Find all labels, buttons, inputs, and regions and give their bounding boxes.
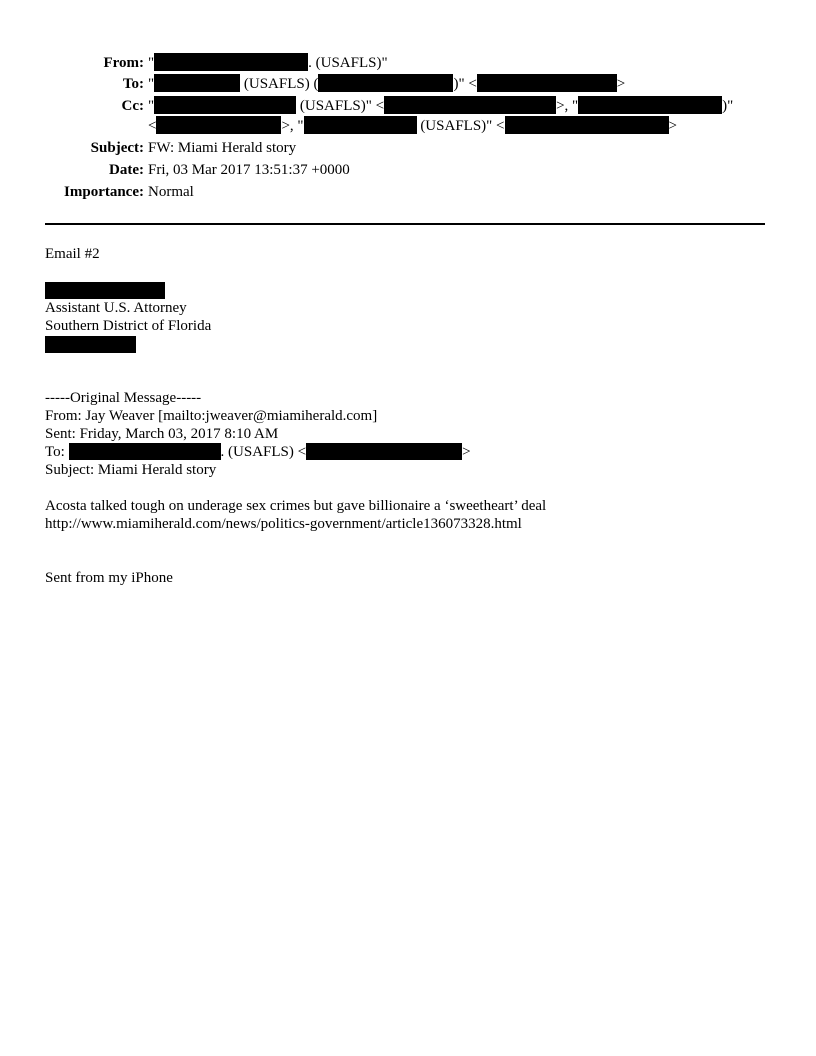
redaction — [505, 116, 669, 134]
quote-mark: " — [148, 55, 155, 71]
redaction — [45, 336, 136, 353]
from-row — [0, 53, 816, 73]
importance-row — [0, 182, 816, 202]
quote-mark: " — [148, 76, 155, 92]
redaction — [154, 74, 240, 92]
redaction — [578, 96, 722, 114]
redaction — [477, 74, 617, 92]
cc-row-2 — [0, 116, 816, 136]
redaction — [69, 443, 221, 460]
redaction — [304, 116, 417, 134]
cc-label: Cc: — [121, 98, 144, 114]
from-value — [148, 53, 388, 73]
date-label: Date: — [109, 162, 144, 178]
to-label: To: — [122, 76, 144, 92]
article-url[interactable]: http://www.miamiherald.com/news/politics-government/article136073328.html — [45, 516, 522, 532]
cc-l2-b: (USAFLS)" < — [416, 118, 505, 134]
redaction — [156, 116, 281, 134]
cc-l2-a: >, " — [281, 118, 304, 134]
email-number: Email #2 — [45, 246, 100, 262]
cc-l1-b: >, " — [556, 98, 579, 114]
original-to — [45, 443, 471, 461]
original-sent: Sent: Friday, March 03, 2017 8:10 AM — [45, 426, 279, 442]
orig-to-mid: . (USAFLS) < — [220, 444, 307, 460]
original-subject: Subject: Miami Herald story — [45, 462, 217, 478]
lt-mark: < — [148, 118, 157, 134]
cc-l2-end: > — [668, 118, 677, 134]
original-from: From: Jay Weaver [mailto:jweaver@miamiherald.com] — [45, 408, 378, 424]
redaction — [45, 282, 165, 299]
date-row — [0, 160, 816, 180]
subject-row — [0, 138, 816, 158]
signoff: Sent from my iPhone — [45, 570, 173, 586]
to-part2: )" < — [453, 76, 477, 92]
signature-title: Assistant U.S. Attorney — [45, 300, 187, 316]
cc-l1-a: (USAFLS)" < — [296, 98, 385, 114]
article-headline: Acosta talked tough on underage sex crimes but gave billionaire a ‘sweetheart’ deal — [45, 498, 547, 514]
redaction — [154, 96, 296, 114]
to-part1: (USAFLS) ( — [240, 76, 319, 92]
redaction — [306, 443, 462, 460]
from-label: From: — [103, 55, 144, 71]
redaction — [154, 53, 308, 71]
from-suffix: . (USAFLS)" — [308, 55, 388, 71]
redaction — [318, 74, 453, 92]
importance-value: Normal — [148, 184, 194, 200]
header-divider — [45, 223, 765, 225]
orig-to-label: To: — [45, 444, 69, 460]
subject-label: Subject: — [90, 140, 144, 156]
to-row — [0, 74, 816, 94]
subject-value: FW: Miami Herald story — [148, 140, 297, 156]
cc-value-line1 — [148, 96, 733, 116]
cc-value-line2 — [148, 116, 677, 136]
orig-to-end: > — [462, 444, 471, 460]
importance-label: Importance: — [64, 184, 144, 200]
cc-row-1 — [0, 96, 816, 116]
quote-mark: " — [148, 98, 155, 114]
redaction — [384, 96, 556, 114]
signature-district: Southern District of Florida — [45, 318, 212, 334]
to-value — [148, 74, 625, 94]
to-end: > — [616, 76, 626, 92]
original-message-header: -----Original Message----- — [45, 390, 202, 406]
cc-l1-end: )" — [722, 98, 734, 114]
date-value: Fri, 03 Mar 2017 13:51:37 +0000 — [148, 162, 350, 178]
